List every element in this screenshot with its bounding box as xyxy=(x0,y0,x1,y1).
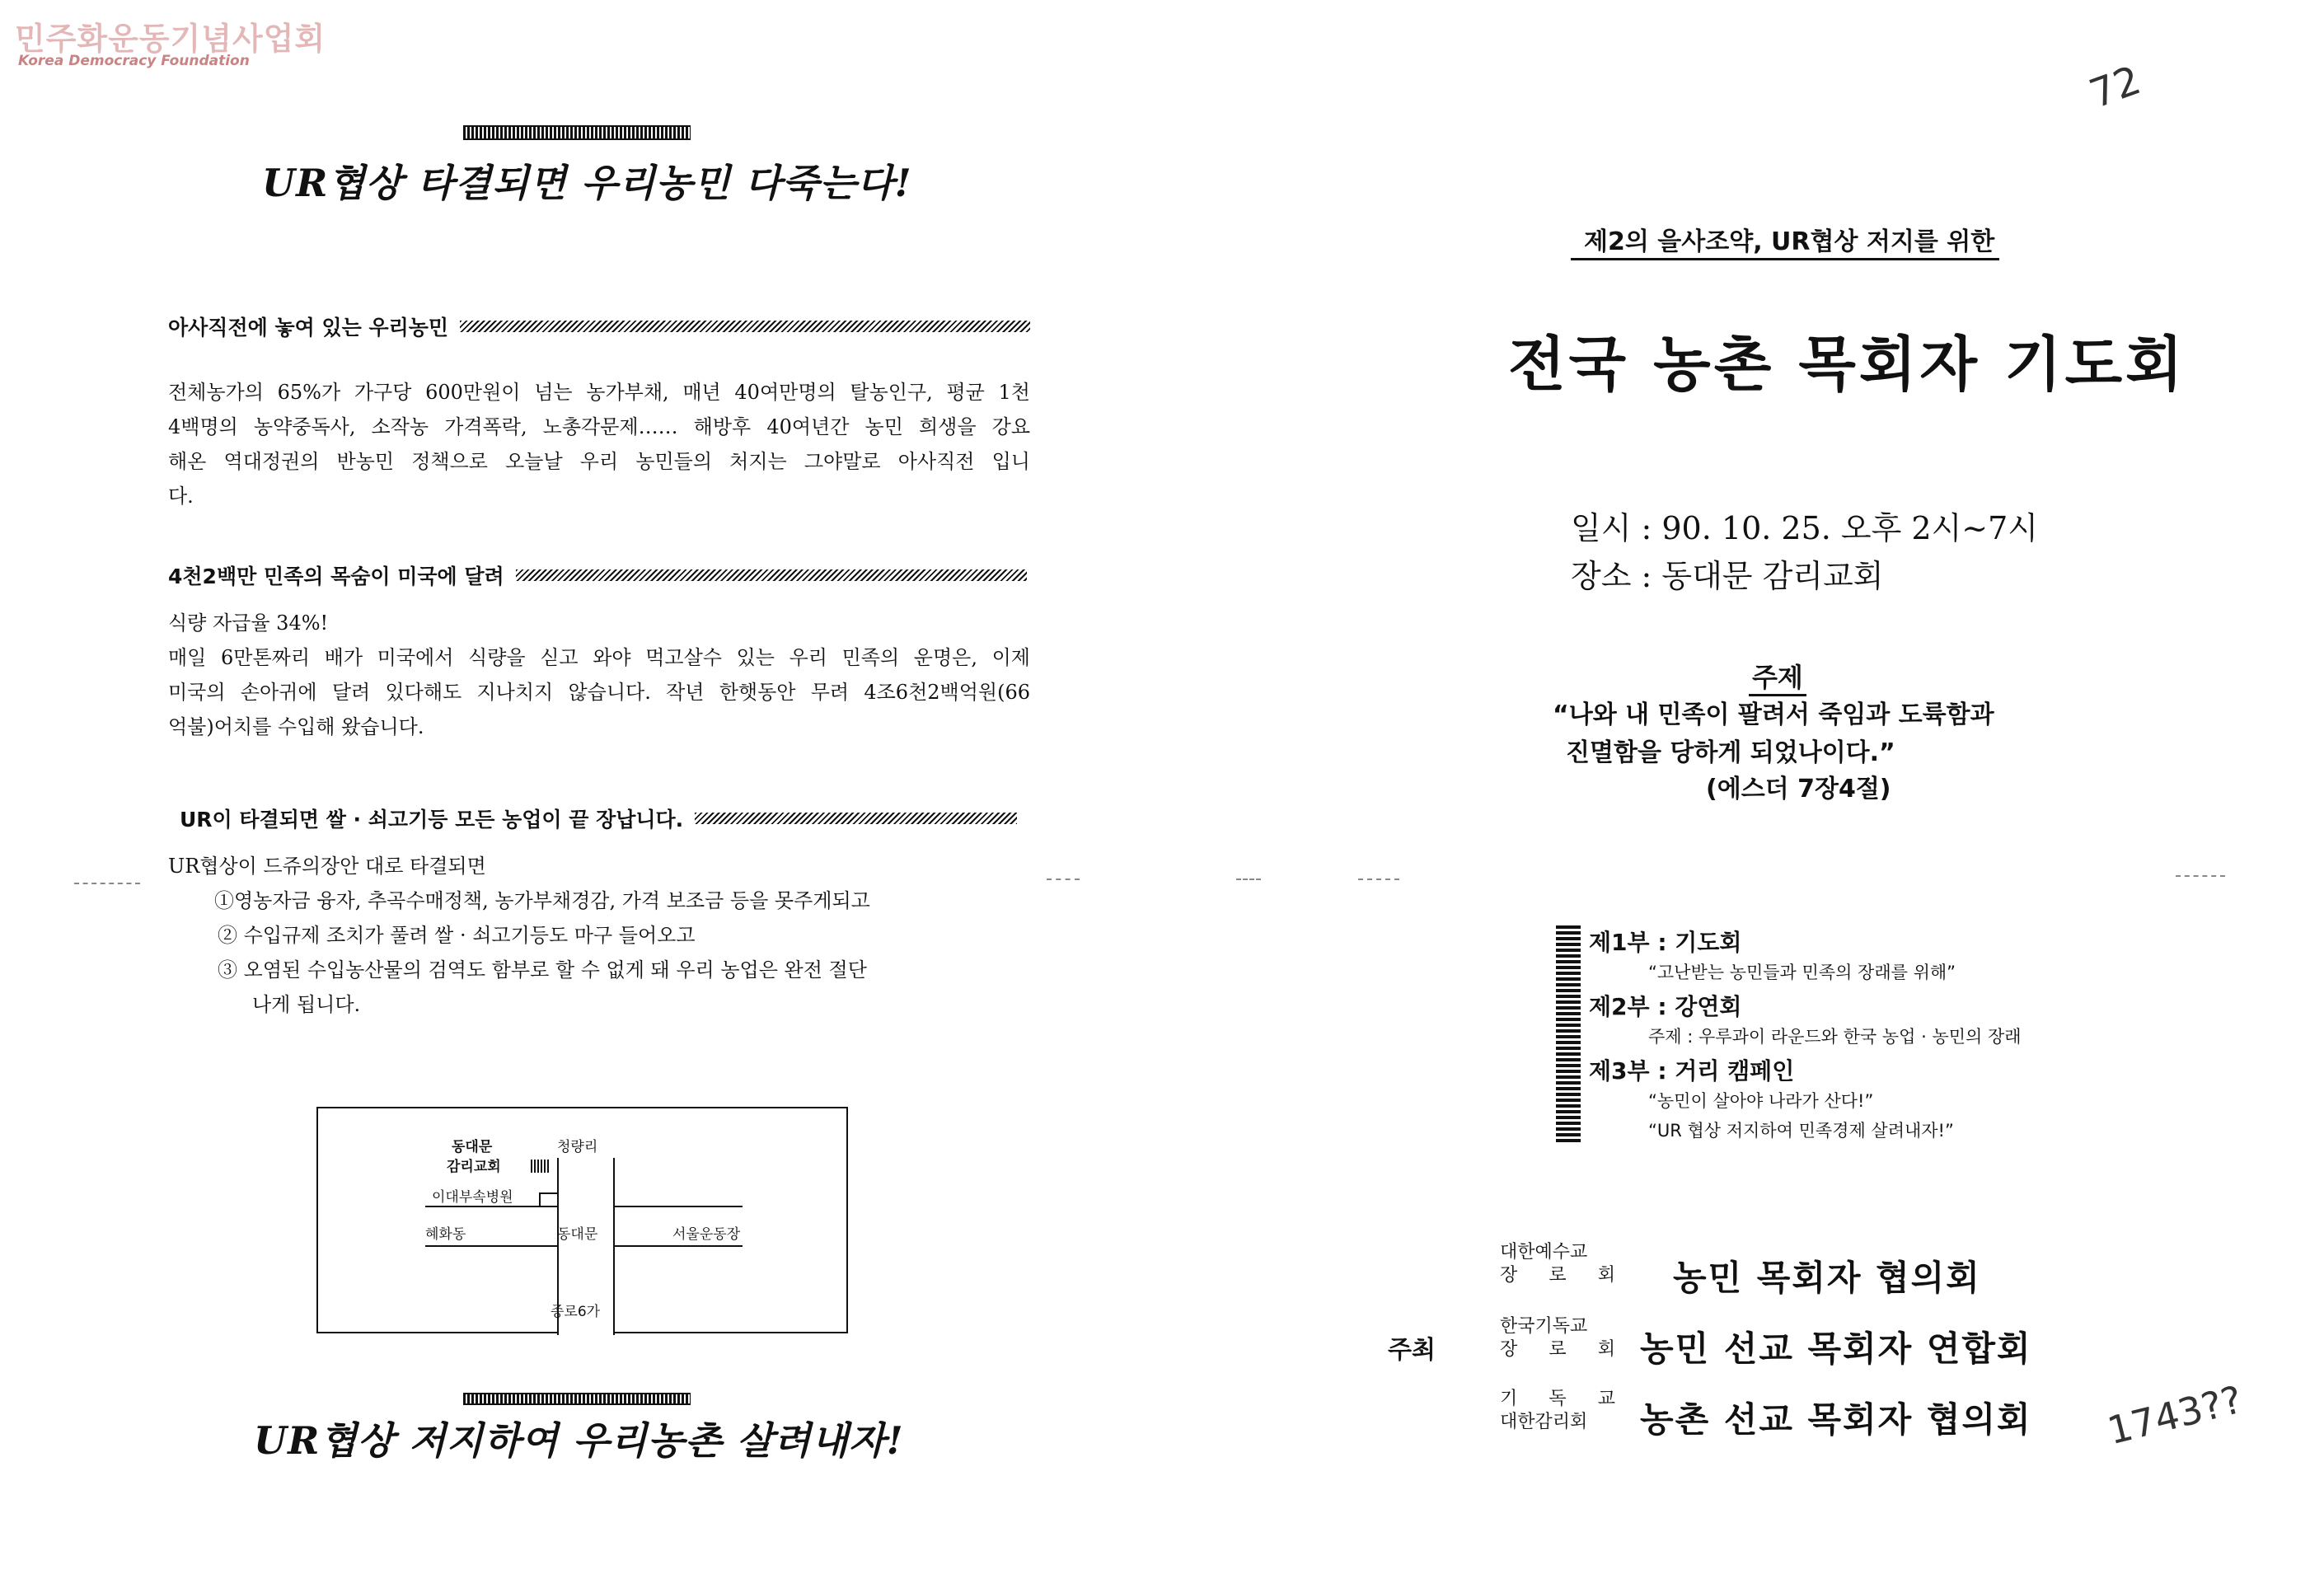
fold-mark xyxy=(1047,878,1080,880)
heading-hatch-decoration xyxy=(695,813,1017,824)
host-label: 주최 xyxy=(1388,1336,1436,1365)
list-item: ①영농자금 융자, 추곡수매정책, 농가부채경감, 가격 보조금 등을 못주게되고 xyxy=(214,889,870,912)
program-hatch-bar xyxy=(1556,925,1581,1142)
theme-label: 주제 xyxy=(1752,662,1803,693)
denomination-line: 대한감리회 xyxy=(1500,1412,1588,1432)
map-label-hospital: 이대부속병원 xyxy=(432,1189,513,1206)
denomination-line: 장 로 회 xyxy=(1500,1339,1615,1360)
body-line: 해온 역대정권의 반농민 정책으로 오늘날 우리 농민들의 처지는 그야말로 아사직전 입니 xyxy=(168,450,1030,473)
map-label-church: 감리교회 xyxy=(447,1159,501,1175)
section-heading-2 xyxy=(168,560,1027,590)
section-heading-text: UR이 타결되면 쌀 · 쇠고기등 모든 농업이 끝 장납니다. xyxy=(180,808,684,832)
event-location: 장소 : 동대문 감리교회 xyxy=(1571,558,1884,594)
watermark-english-text: Korea Democracy Foundation xyxy=(18,53,250,69)
bottom-slogan: UR협상 저지하여 우리농촌 살려내자! xyxy=(254,1418,904,1463)
body-line: 전체농가의 65%가 가구당 600만원이 넘는 농가부채, 매년 40여만명의 탈농인구, 평균 1천 xyxy=(168,381,1030,404)
map-road-line xyxy=(613,1158,615,1335)
left-page-title: UR협상 타결되면 우리농민 다죽는다! xyxy=(262,161,912,205)
denomination-line: 대한예수교 xyxy=(1500,1242,1588,1263)
theme-quote-line: 진멸함을 당하게 되었나이다.” xyxy=(1566,738,1895,767)
body-line: 매일 6만톤짜리 배가 미국에서 식량을 싣고 와야 먹고살수 있는 우리 민족의 운명은, 이제 xyxy=(168,646,1030,669)
map-label-cheongnyangni: 청량리 xyxy=(557,1139,598,1155)
fold-mark xyxy=(2176,875,2225,877)
section-3-intro: UR협상이 드쥬의장안 대로 타결되면 xyxy=(168,855,486,878)
location-map xyxy=(316,1107,848,1333)
body-line: 4백명의 농약중독사, 소작농 가격폭락, 노총각문제…… 해방후 40여년간 농민 희생을 강요 xyxy=(168,415,1030,438)
map-label-stadium: 서울운동장 xyxy=(672,1226,741,1243)
program-part-1-title: 제1부 : 기도회 xyxy=(1589,929,1742,956)
section-heading-1 xyxy=(168,312,1030,341)
section-2-body xyxy=(168,606,1030,744)
event-datetime: 일시 : 90. 10. 25. 오후 2시~7시 xyxy=(1571,510,2039,546)
list-item: ② 수입규제 조치가 풀려 쌀 · 쇠고기등도 마구 들어오고 xyxy=(218,924,696,947)
subtitle-underline xyxy=(1571,258,1999,260)
program-part-3-detail: “UR 협상 저지하여 민족경제 살려내자!” xyxy=(1648,1121,1954,1141)
program-part-3-detail: “농민이 살아야 나라가 산다!” xyxy=(1648,1091,1874,1111)
denomination-line: 기 독 교 xyxy=(1500,1389,1615,1409)
organizer-3-denomination xyxy=(1500,1388,1615,1434)
fold-mark xyxy=(1236,878,1261,880)
program-part-1-detail: “고난받는 농민들과 민족의 장래를 위해” xyxy=(1648,963,1956,982)
map-road-fill xyxy=(559,1158,613,1207)
section-heading-3 xyxy=(180,804,1017,833)
list-item: ③ 오염된 수입농산물의 검역도 함부로 할 수 없게 돼 우리 농업은 완전 절단 xyxy=(218,958,867,982)
section-1-body xyxy=(168,375,1030,513)
theme-quote-line: “나와 내 민족이 팔려서 죽임과 도륙함과 xyxy=(1553,700,1994,729)
list-item: 나게 됩니다. xyxy=(252,993,361,1016)
title-decoration-bar xyxy=(463,125,691,140)
denomination-line: 한국기독교 xyxy=(1500,1316,1588,1337)
handwritten-archive-number: 1743?? xyxy=(2102,1376,2247,1454)
fold-mark xyxy=(1358,878,1399,880)
program-part-2-detail: 주제 : 우루과이 라운드와 한국 농업 · 농민의 장래 xyxy=(1648,1027,2022,1047)
watermark-logo-text: 민주화운동기념사업회 xyxy=(15,21,326,57)
program-part-3-title: 제3부 : 거리 캠페인 xyxy=(1589,1057,1795,1085)
program-part-2-title: 제2부 : 강연회 xyxy=(1589,993,1742,1020)
heading-hatch-decoration xyxy=(460,321,1030,332)
body-line: 다. xyxy=(168,485,194,508)
theme-reference: (에스더 7장4절) xyxy=(1706,775,1891,804)
map-label-jongno: 종로6가 xyxy=(551,1304,601,1320)
section-heading-text: 4천2백만 민족의 목숨이 미국에 달려 xyxy=(168,565,504,588)
organizer-2-denomination xyxy=(1500,1315,1615,1361)
church-marker-icon xyxy=(531,1160,549,1173)
event-title: 전국 농촌 목회자 기도회 xyxy=(1508,329,2186,399)
map-road-line xyxy=(539,1192,541,1206)
body-line: 억불)어치를 수입해 왔습니다. xyxy=(168,715,424,738)
slogan-decoration-bar xyxy=(463,1393,691,1405)
denomination-line: 장 로 회 xyxy=(1500,1265,1615,1286)
map-road-line xyxy=(539,1192,557,1194)
organizer-1-name: 농민 목회자 협의회 xyxy=(1673,1258,1981,1298)
map-label-church: 동대문 xyxy=(452,1139,493,1155)
map-label-hyehwa: 혜화동 xyxy=(425,1226,466,1243)
event-subtitle: 제2의 을사조약, UR협상 저지를 위한 xyxy=(1584,227,1995,256)
heading-hatch-decoration xyxy=(516,569,1027,581)
body-line: 식량 자급율 34%! xyxy=(168,611,329,635)
handwritten-mark: 72 xyxy=(2083,57,2147,118)
organizer-1-denomination xyxy=(1500,1241,1615,1287)
organizer-3-name: 농촌 선교 목회자 협의회 xyxy=(1640,1399,2032,1440)
section-heading-text: 아사직전에 놓여 있는 우리농민 xyxy=(168,316,449,340)
organizer-2-name: 농민 선교 목회자 연합회 xyxy=(1640,1328,2032,1369)
fold-mark xyxy=(74,883,140,884)
map-label-dongdaemun: 동대문 xyxy=(557,1226,598,1243)
theme-underline xyxy=(1749,694,1806,696)
body-line: 미국의 손아귀에 달려 있다해도 지나치지 않습니다. 작년 한햇동안 무려 4조6천2백억원(66 xyxy=(168,681,1030,704)
